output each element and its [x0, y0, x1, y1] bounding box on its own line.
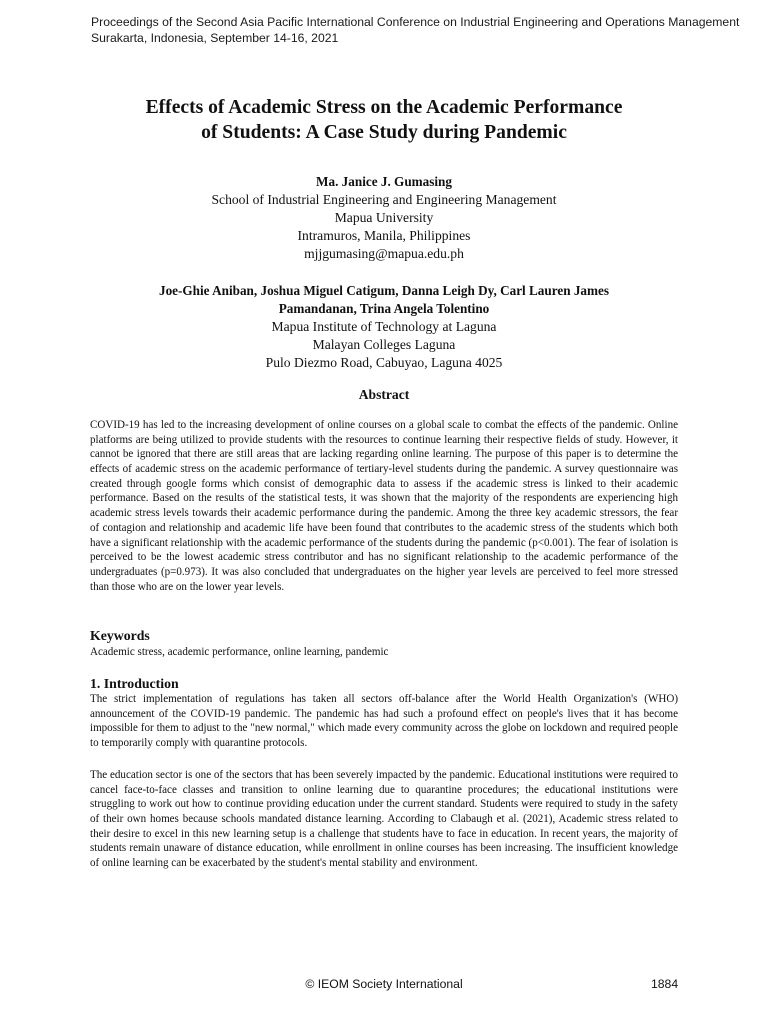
author-email: mjjgumasing@mapua.edu.ph — [304, 246, 464, 261]
introduction-paragraph-1: The strict implementation of regulations has taken all sectors off-balance after the World Health Organization's (WHO) announcement of the COVID-19 pandemic. The pandemic has had such a profound effect on people's lives that it has become impossible for them to adjust to the "new normal," which made every community across the globe on lockdown and required people to temporarily comply with quarantine protocols. — [90, 693, 678, 750]
abstract-text: COVID-19 has led to the increasing development of online courses on a global scale to combat the effects of the pandemic. Online platforms are being utilized to provide students with the resources to continue learning their respective fields of study. However, it cannot be ignored that there are still areas that are lacking regarding online learning. The purpose of this paper is to determine the effects of academic stress on the academic performance of tertiary-level students during the pandemic. A survey questionnaire was created through google forms which consist of demographic data to assess if the academic stress is linked to their academic performance. Based on the results of the statistical tests, it was shown that the majority of the respondents are experiencing high academic stress levels towards their academic performance during the pandemic. Among the three key academic stressors, the fear of contagion and relationship and academic life have been found that contributes to the academic stress of the students which both have a significant relationship with the academic performance of the students during the pandemic (p<0.001). The fear of isolation is perceived to be the lowest academic stress contributor and has no significant relationship to the academic performance of the undergraduates (p=0.973). It was also concluded that undergraduates on the higher year levels are perceived to feel more stressed than those who are on the lower year levels. — [90, 419, 678, 593]
introduction-heading: 1. Introduction — [90, 676, 179, 691]
keywords-text: Academic stress, academic performance, online learning, pandemic — [90, 646, 389, 658]
author-block-2 — [84, 282, 684, 372]
author-name: Ma. Janice J. Gumasing — [316, 174, 452, 189]
author-block-1 — [84, 173, 684, 263]
keywords-heading: Keywords — [90, 628, 150, 643]
introduction-paragraph-2: The education sector is one of the sectors that has been severely impacted by the pandemic. Educational institutions were required to cancel face-to-face classes and transition to online learning due to quarantine procedures; the educational institutions were struggling to work out how to continue providing education under the current standard. Students were required to study in the safety of their own homes because schools mandated distance learning. According to Clabaugh et al. (2021), Academic stress related to their desire to excel in this new learning setup is a challenge that students have to face in education. In recent years, the majority of students remain unaware of distance education, while enrollment in online courses has been increasing. The insufficient knowledge of online learning can be exacerbated by the student's mental stability and environment. — [90, 769, 678, 870]
page-number: 1884 — [651, 977, 679, 991]
affiliation-line: School of Industrial Engineering and Engineering Management — [211, 192, 557, 207]
title-line-1: Effects of Academic Stress on the Academic Performance — [145, 97, 623, 118]
header-conference-line: Proceedings of the Second Asia Pacific International Conference on Industrial Engineering and Operations Management — [91, 15, 740, 29]
affiliation-line: Mapua University — [334, 210, 434, 225]
author-names-line-1: Joe-Ghie Aniban, Joshua Miguel Catigum, Danna Leigh Dy, Carl Lauren James — [158, 283, 609, 298]
affiliation-line: Malayan Colleges Laguna — [312, 337, 456, 352]
affiliation-line: Mapua Institute of Technology at Laguna — [271, 319, 497, 334]
affiliation-line: Intramuros, Manila, Philippines — [297, 228, 471, 243]
paper-title — [60, 95, 708, 145]
footer-copyright: © IEOM Society International — [305, 977, 463, 991]
abstract-heading: Abstract — [358, 387, 410, 402]
running-header — [91, 15, 763, 46]
header-location-line: Surakarta, Indonesia, September 14-16, 2021 — [91, 30, 339, 45]
author-names-line-2: Pamandanan, Trina Angela Tolentino — [278, 301, 490, 316]
affiliation-line: Pulo Diezmo Road, Cabuyao, Laguna 4025 — [265, 355, 503, 370]
title-line-2: of Students: A Case Study during Pandemic — [201, 122, 567, 143]
